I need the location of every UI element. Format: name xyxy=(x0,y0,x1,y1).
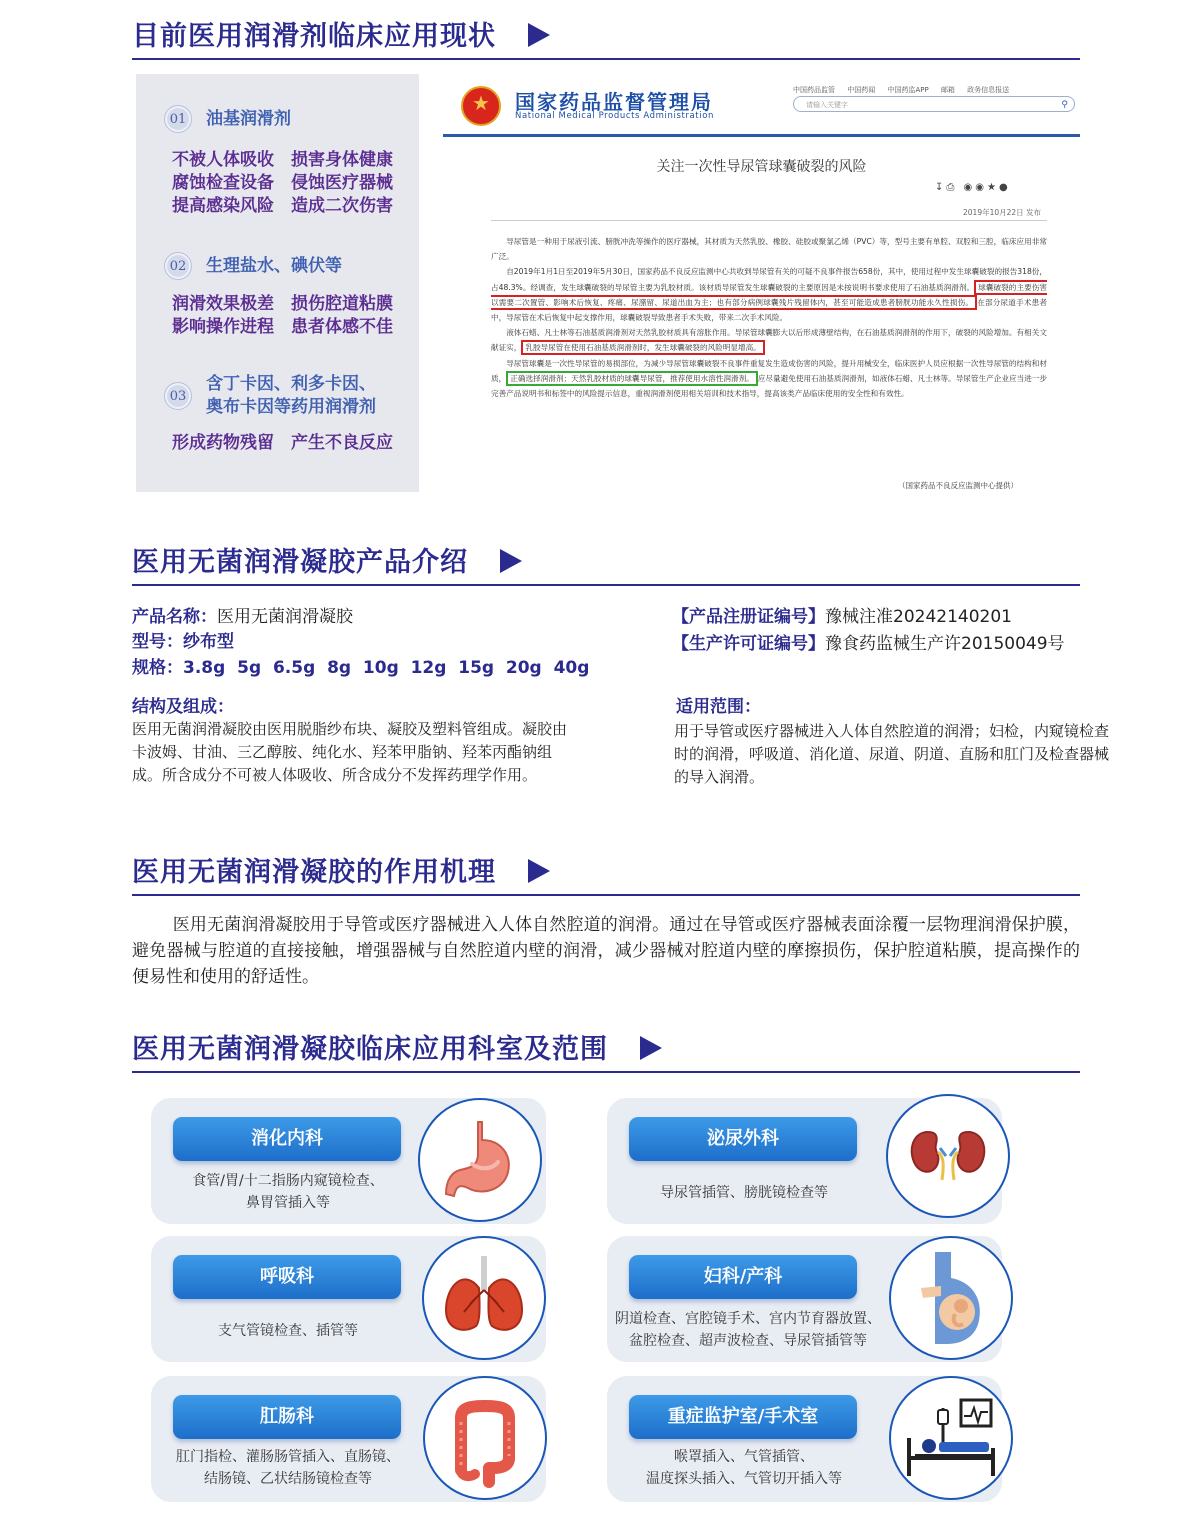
structure-heading: 结构及组成： xyxy=(132,697,234,717)
section-divider xyxy=(132,584,1080,586)
article-paragraph: 导尿管球囊是一次性导尿管的易损部位，为减少导尿管球囊破裂不良事件重复发生造成伤害的风险，提升用械安全，临床医护人员应根据一次性导尿管的结构和材质， 正确选择润滑剂；天然乳胶材质的球囊导尿管，推荐使用水溶性润滑剂。 应尽量避免使用石油基质润滑剂，如液体石蜡、凡士林等。导尿管生产企业应当进一步完善产品说明书和标签中的风险提示信息，重视润滑剂使用相关培训和技术指导，提高该类产品临床使用的安全性和有效性。 xyxy=(491,358,1048,399)
national-emblem-icon xyxy=(461,86,501,126)
article-divider xyxy=(491,220,1047,221)
article-paragraph: 液体石蜡、凡士林等石油基质润滑剂对天然乳胶材质具有溶胀作用。导尿管球囊膨大以后形成薄壁结构，在石油基质润滑剂的作用下，破裂的风险增加。有相关文献证实， 乳胶导尿管在使用石油基质润滑剂时，发生球囊破裂的风险明显增高。 xyxy=(491,325,1047,355)
status-item-2 xyxy=(164,252,342,280)
red-highlight: 球囊破裂的主要伤害以需要二次置管、影响术后恢复、疼痛、尿潴留、尿道出血为主；也有部分病例球囊残片残留体内，甚至可能造成患者膀胱功能永久性损伤。 xyxy=(491,280,1047,310)
scope-text: 用于导管或医疗器械进入人体自然腔道的润滑；妇检，内窥镜检查时的润滑，呼吸道、消化道、尿道、阴道、直肠和肛门及检查器械的导入润滑。 xyxy=(674,722,1110,786)
search-icon[interactable]: ⚲ xyxy=(1061,100,1068,110)
department-name: 妇科/产科 xyxy=(629,1255,857,1299)
status-item-head: 含丁卡因、利多卡因、 奥布卡因等药用润滑剂 xyxy=(206,374,376,417)
nmpa-header-bar xyxy=(443,134,1080,137)
registration-number: 【产品注册证编号】豫械注准20242140201 xyxy=(672,607,1012,627)
stomach-icon xyxy=(418,1098,542,1222)
section-title-product: 医用无菌润滑凝胶产品介绍 xyxy=(132,540,522,579)
section-divider xyxy=(132,58,1080,60)
article-body xyxy=(491,234,1047,401)
intestine-icon xyxy=(423,1376,547,1500)
pregnancy-icon xyxy=(889,1236,1013,1360)
number-badge: 01 xyxy=(164,105,192,133)
department-desc: 肛门指检、灌肠肠管插入、直肠镜、 结肠镜、乙状结肠镜检查等 xyxy=(176,1449,400,1487)
section-title-mechanism: 医用无菌润滑凝胶的作用机理 xyxy=(132,850,550,889)
article-title: 关注一次性导尿管球囊破裂的风险 xyxy=(656,159,867,175)
kidney-icon xyxy=(886,1094,1010,1218)
number-badge: 02 xyxy=(164,252,192,280)
status-item-desc: 形成药物残留 产生不良反应 xyxy=(172,433,393,453)
triangle-arrow-icon xyxy=(528,23,550,47)
link-news[interactable]: 中国药闻 xyxy=(847,86,876,94)
mechanism-text: 医用无菌润滑凝胶用于导管或医疗器械进入人体自然腔道的润滑。通过在导管或医疗器械表面涂覆一层物理润滑保护膜，避免器械与腔道的直接接触，增强器械与自然腔道内壁的润滑，减少器械对腔道内壁的摩擦损伤，保护腔道粘膜，提高操作的便易性和使用的舒适性。 xyxy=(132,915,1080,987)
section-title-status: 目前医用润滑剂临床应用现状 xyxy=(132,14,550,53)
status-item-desc: 润滑效果极差 损伤腔道粘膜 影响操作进程 患者体感不佳 xyxy=(172,294,393,337)
red-highlight: 乳胶导尿管在使用石油基质润滑剂时，发生球囊破裂的风险明显增高。 xyxy=(521,340,764,355)
triangle-arrow-icon xyxy=(500,549,522,573)
article-source: （国家药品不良反应监测中心提供） xyxy=(898,481,1018,490)
article-paragraph: 自2019年1月1日至2019年5月30日，国家药品不良反应监测中心共收到导尿管有关的可疑不良事件报告658份，其中，使用过程中发生球囊破裂的报告318份，占48.3%。经调查，发生球囊破裂的导尿管主要为乳胶材质。该材质导尿管发生球囊破裂的主要原因是未按说明书要求使用了石油基质润滑剂。 球囊破裂的主要伤害以需要二次置管、影响术后恢复、疼痛、尿潴留、尿道出血为主；也有部分病例球囊残片残留体内，甚至可能造成患者膀胱功能永久性损伤。 在部分尿道手术患者中，导尿管在术后恢复中起支撑作用，球囊破裂导致患者手术失败，带来二次手术风险。 xyxy=(491,267,1047,323)
section-divider xyxy=(132,1071,1080,1073)
icu-bed-icon xyxy=(889,1376,1013,1500)
product-name: 产品名称：医用无菌润滑凝胶 xyxy=(132,607,353,627)
product-spec: 规格：3.8g 5g 6.5g 8g 10g 12g 15g 20g 40g xyxy=(132,658,590,678)
department-name: 泌尿外科 xyxy=(629,1117,857,1161)
department-desc: 导尿管插管、膀胱镜检查等 xyxy=(660,1185,828,1201)
department-name: 肛肠科 xyxy=(173,1395,401,1439)
section-divider xyxy=(132,894,1080,896)
nmpa-header xyxy=(443,74,1080,134)
link-app[interactable]: 中国药监APP xyxy=(887,86,929,94)
link-report[interactable]: 政务信息报送 xyxy=(967,86,1010,94)
nmpa-search-input[interactable]: 请输入关键字 ⚲ xyxy=(793,96,1075,112)
nmpa-top-links xyxy=(793,85,1019,95)
product-model: 型号：纱布型 xyxy=(132,632,234,652)
status-item-head: 油基润滑剂 xyxy=(206,108,291,129)
article-date: 2019年10月22日 发布 xyxy=(963,208,1042,217)
status-item-desc: 不被人体吸收 损害身体健康 腐蚀检查设备 侵蚀医疗器械 提高感染风险 造成二次伤害 xyxy=(172,150,393,216)
status-item-head: 生理盐水、碘伏等 xyxy=(206,255,342,276)
article-paragraph: 导尿管是一种用于尿液引流、膀胱冲洗等操作的医疗器械，其材质为天然乳胶、橡胶、硅胶或聚氯乙烯（PVC）等，型号主要有单腔、双腔和三腔，临床应用非常广泛。 xyxy=(491,237,1047,262)
department-name: 消化内科 xyxy=(173,1117,401,1161)
scope-heading: 适用范围： xyxy=(676,697,761,717)
license-number: 【生产许可证编号】豫食药监械生产许20150049号 xyxy=(672,634,1065,654)
lungs-icon xyxy=(422,1236,546,1360)
department-name: 重症监护室/手术室 xyxy=(629,1395,857,1439)
nmpa-name-cn: 国家药品监督管理局 xyxy=(515,90,713,114)
section-title-departments: 医用无菌润滑凝胶临床应用科室及范围 xyxy=(132,1027,662,1066)
link-mail[interactable]: 邮箱 xyxy=(940,86,955,94)
green-highlight: 正确选择润滑剂；天然乳胶材质的球囊导尿管，推荐使用水溶性润滑剂。 xyxy=(506,371,758,386)
department-desc: 食管/胃/十二指肠内窥镜检查、 鼻胃管插入等 xyxy=(192,1173,384,1211)
department-name: 呼吸科 xyxy=(173,1255,401,1299)
number-badge: 03 xyxy=(164,382,192,410)
lubricant-status-panel xyxy=(136,74,419,492)
department-desc: 支气管镜检查、插管等 xyxy=(218,1323,358,1339)
triangle-arrow-icon xyxy=(528,859,550,883)
nmpa-name-en: National Medical Products Administration xyxy=(515,111,714,121)
share-icons[interactable]: ↧⎙ ◉◉★● xyxy=(935,182,1011,193)
structure-text: 医用无菌润滑凝胶由医用脱脂纱布块、凝胶及塑料管组成。凝胶由卡波姆、甘油、三乙醇胺、纯化水、羟苯甲脂钠、羟苯丙酯钠组成。所含成分不可被人体吸收、所含成分不发挥药理学作用。 xyxy=(132,720,568,784)
triangle-arrow-icon xyxy=(640,1036,662,1060)
link-weibo[interactable]: 中国药品监管 xyxy=(793,86,835,94)
department-desc: 喉罩插入、气管插管、 温度探头插入、气管切开插入等 xyxy=(646,1449,842,1487)
nmpa-notice-screenshot xyxy=(443,74,1083,496)
status-item-1 xyxy=(164,105,291,133)
department-desc: 阴道检查、宫腔镜手术、宫内节育器放置、 盆腔检查、超声波检查、导尿管插管等 xyxy=(615,1311,881,1349)
status-item-3 xyxy=(164,373,376,419)
